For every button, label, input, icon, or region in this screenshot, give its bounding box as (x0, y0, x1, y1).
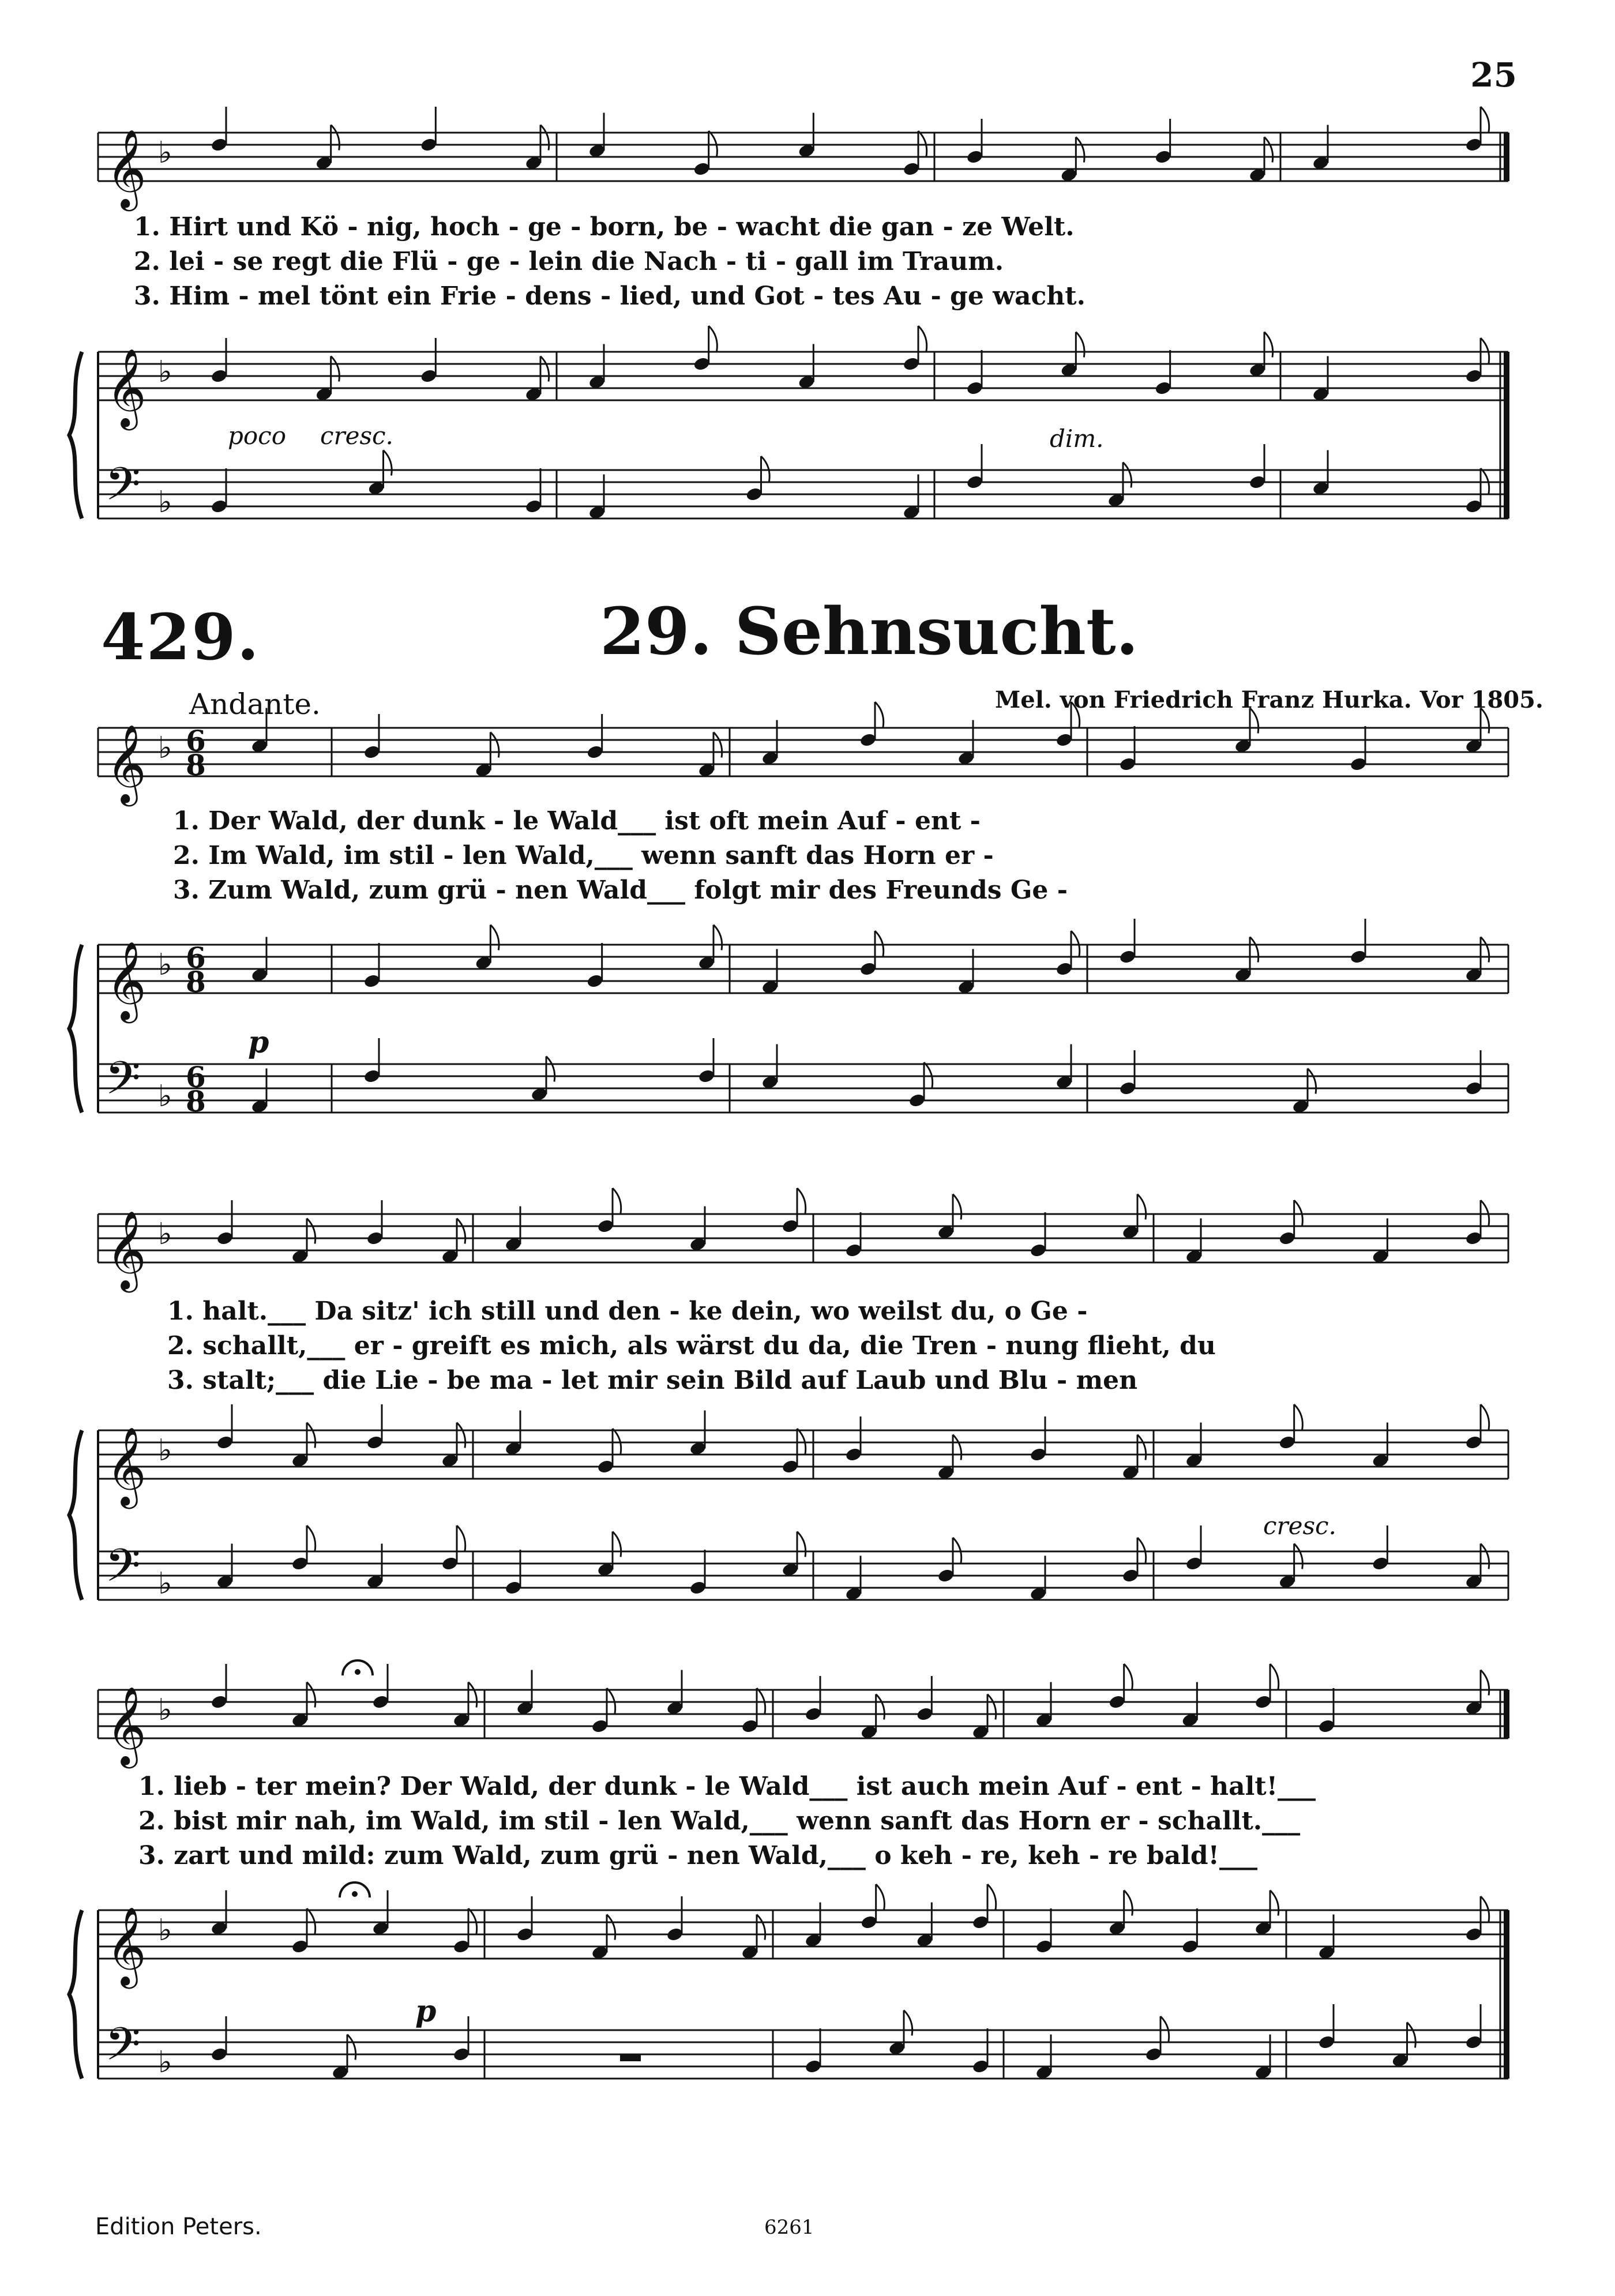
brace-icon (69, 352, 82, 518)
note-flag (1481, 708, 1489, 734)
note-flag (757, 1688, 765, 1713)
time-signature-numerator: 6 (186, 724, 206, 758)
final-barline (1504, 352, 1509, 518)
treble-clef-icon: 𝄞 (106, 128, 147, 208)
note-flag (918, 326, 927, 351)
note-flag (490, 925, 499, 950)
flat-icon: ♭ (158, 1079, 172, 1114)
note-flag (307, 1682, 316, 1708)
treble-clef-icon: 𝄞 (106, 1685, 147, 1765)
note-flag (457, 1423, 465, 1448)
note-flag (876, 1884, 885, 1910)
note-flag (1160, 2016, 1169, 2042)
note-flag (918, 131, 927, 156)
note-flag (331, 125, 340, 151)
page-number: 25 (1470, 55, 1517, 95)
note-flag (713, 925, 722, 950)
flat-icon: ♭ (158, 355, 172, 389)
note-flag (1294, 1544, 1303, 1569)
treble-clef-icon: 𝄞 (106, 723, 147, 803)
dynamic-piano: p (248, 1025, 269, 1060)
dynamic-piano: p (415, 1994, 437, 2029)
note-flag (1264, 137, 1273, 163)
note-flag (875, 702, 884, 727)
note-flag (709, 131, 718, 156)
note-flag (607, 1688, 615, 1713)
note-flag (1071, 931, 1080, 956)
note-flag (384, 450, 392, 476)
expression-cresc: cresc. (1263, 1512, 1336, 1540)
fermata-dot (352, 1891, 358, 1897)
note-flag (1407, 2023, 1416, 2048)
treble-clef-icon: 𝄞 (106, 1426, 147, 1505)
note-flag (540, 356, 549, 382)
note-flag (987, 1694, 996, 1720)
note-flag (468, 1682, 477, 1708)
final-barline (1504, 1690, 1509, 1738)
flat-icon: ♭ (158, 1913, 172, 1948)
note-flag (607, 1915, 615, 1940)
lyric-line: 2. schallt,___ er - greift es mich, als wärst du da, die Tren - nung flieht, du (167, 1331, 1216, 1361)
note-flag (1270, 1891, 1279, 1916)
note-flag (1076, 332, 1084, 358)
expression-dim: dim. (1050, 424, 1104, 453)
time-signature-denominator: 8 (186, 965, 206, 999)
note-flag (1481, 1896, 1489, 1922)
note-flag (1071, 702, 1080, 727)
time-signature-numerator: 6 (186, 941, 206, 975)
note-flag (613, 1532, 621, 1557)
note-flag (1481, 1200, 1489, 1226)
expression-poco: poco (228, 422, 286, 450)
treble-clef-icon: 𝄞 (106, 1209, 147, 1289)
lyric-line: 1. Hirt und Kö - nig, hoch - ge - born, be - wacht die gan - ze Welt. (134, 212, 1075, 242)
note-flag (307, 1219, 316, 1244)
note-flag (953, 1194, 962, 1220)
final-barline (1504, 1910, 1509, 2079)
brace-icon (69, 945, 82, 1113)
note-flag (876, 1694, 885, 1720)
lyric-line: 3. stalt;___ die Lie - be ma - let mir sein Bild auf Laub und Blu - men (167, 1366, 1138, 1395)
time-signature-numerator: 6 (186, 1060, 206, 1094)
note-flag (1481, 1404, 1489, 1430)
brace-icon (69, 1430, 82, 1600)
final-barline (1504, 133, 1509, 181)
lyric-line: 2. bist mir nah, im Wald, im stil - len Wald,___ wenn sanft das Horn er - schallt.___ (138, 1806, 1301, 1836)
note-flag (1123, 463, 1132, 488)
note-flag (1270, 1664, 1279, 1689)
note-flag (613, 1188, 621, 1213)
note-flag (347, 2035, 356, 2060)
note-flag (875, 931, 884, 956)
catalog-number: 429. (101, 600, 260, 674)
treble-clef-icon: 𝄞 (106, 347, 147, 427)
lyric-line: 1. lieb - ter mein? Der Wald, der dunk - le Wald___ ist auch mein Auf - ent - halt!___ (138, 1772, 1316, 1801)
edition-label: Edition Peters. (95, 2214, 262, 2240)
note-flag (797, 1188, 806, 1213)
song-title: 29. Sehnsucht. (600, 594, 1139, 670)
flat-icon: ♭ (158, 731, 172, 765)
note-flag (987, 1884, 996, 1910)
treble-clef-icon: 𝄞 (106, 1906, 147, 1985)
fermata-dot (355, 1669, 360, 1675)
note-flag (1076, 137, 1084, 163)
note-flag (490, 732, 499, 758)
note-flag (1137, 1194, 1146, 1220)
note-flag (613, 1429, 621, 1454)
flat-icon: ♭ (158, 485, 172, 520)
time-signature-denominator: 8 (186, 1084, 206, 1118)
note-flag (1137, 1435, 1146, 1460)
note-flag (1481, 1670, 1489, 1696)
bass-clef-icon: 𝄢 (105, 2017, 141, 2082)
note-flag (540, 125, 549, 151)
lyric-line: 3. zart und mild: zum Wald, zum grü - nen Wald,___ o keh - re, keh - re bald!___ (138, 1841, 1257, 1870)
note-flag (457, 1525, 465, 1551)
composer-credit: Mel. von Friedrich Franz Hurka. Vor 1805. (995, 686, 1543, 713)
note-flag (1137, 1538, 1146, 1563)
note-flag (1124, 1891, 1133, 1916)
note-flag (1250, 937, 1259, 963)
lyric-line: 3. Zum Wald, zum grü - nen Wald___ folgt mir des Freunds Ge - (173, 875, 1068, 905)
rest-icon (620, 2054, 641, 2061)
tempo-marking: Andante. (189, 687, 321, 721)
note-flag (797, 1429, 806, 1454)
note-flag (307, 1908, 316, 1934)
flat-icon: ♭ (158, 2045, 172, 2080)
lyric-line: 1. halt.___ Da sitz' ich still und den - ke dein, wo weilst du, o Ge - (167, 1297, 1088, 1326)
lyric-line: 1. Der Wald, der dunk - le Wald___ ist oft mein Auf - ent - (173, 806, 981, 836)
flat-icon: ♭ (158, 1433, 172, 1468)
note-flag (761, 456, 770, 482)
brace-icon (69, 1910, 82, 2079)
note-flag (468, 1908, 477, 1934)
treble-clef-icon: 𝄞 (106, 940, 147, 1020)
note-flag (953, 1435, 962, 1460)
note-flag (1250, 708, 1259, 734)
note-flag (1308, 1069, 1316, 1094)
note-flag (1124, 1664, 1133, 1689)
expression-cresc: cresc. (320, 422, 393, 450)
flat-icon: ♭ (158, 136, 172, 170)
note-flag (1294, 1200, 1303, 1226)
note-flag (953, 1538, 962, 1563)
bass-clef-icon: 𝄢 (105, 1051, 141, 1116)
note-flag (1481, 107, 1489, 132)
note-flag (307, 1423, 316, 1448)
lyric-line: 2. Im Wald, im stil - len Wald,___ wenn sanft das Horn er - (173, 841, 994, 870)
note-flag (1481, 937, 1489, 963)
note-flag (757, 1915, 765, 1940)
note-flag (709, 326, 718, 351)
note-flag (1264, 332, 1273, 358)
note-flag (924, 1062, 933, 1088)
bass-clef-icon: 𝄢 (105, 1539, 141, 1603)
note-flag (331, 356, 340, 382)
note-flag (1481, 1544, 1489, 1569)
note-flag (1294, 1404, 1303, 1430)
plate-number: 6261 (764, 2216, 814, 2239)
note-flag (307, 1525, 316, 1551)
flat-icon: ♭ (158, 1217, 172, 1252)
note-flag (904, 2011, 912, 2036)
note-flag (546, 1057, 555, 1082)
flat-icon: ♭ (158, 948, 172, 982)
flat-icon: ♭ (158, 1693, 172, 1727)
lyric-line: 2. lei - se regt die Flü - ge - lein die Nach - ti - gall im Traum. (134, 247, 1004, 276)
note-flag (1481, 468, 1489, 494)
note-flag (797, 1532, 806, 1557)
note-flag (713, 732, 722, 758)
note-flag (457, 1219, 465, 1244)
time-signature-denominator: 8 (186, 748, 206, 782)
note-flag (1481, 338, 1489, 363)
bass-clef-icon: 𝄢 (105, 457, 141, 522)
lyric-line: 3. Him - mel tönt ein Frie - dens - lied, und Got - tes Au - ge wacht. (134, 281, 1086, 311)
flat-icon: ♭ (158, 1566, 172, 1601)
